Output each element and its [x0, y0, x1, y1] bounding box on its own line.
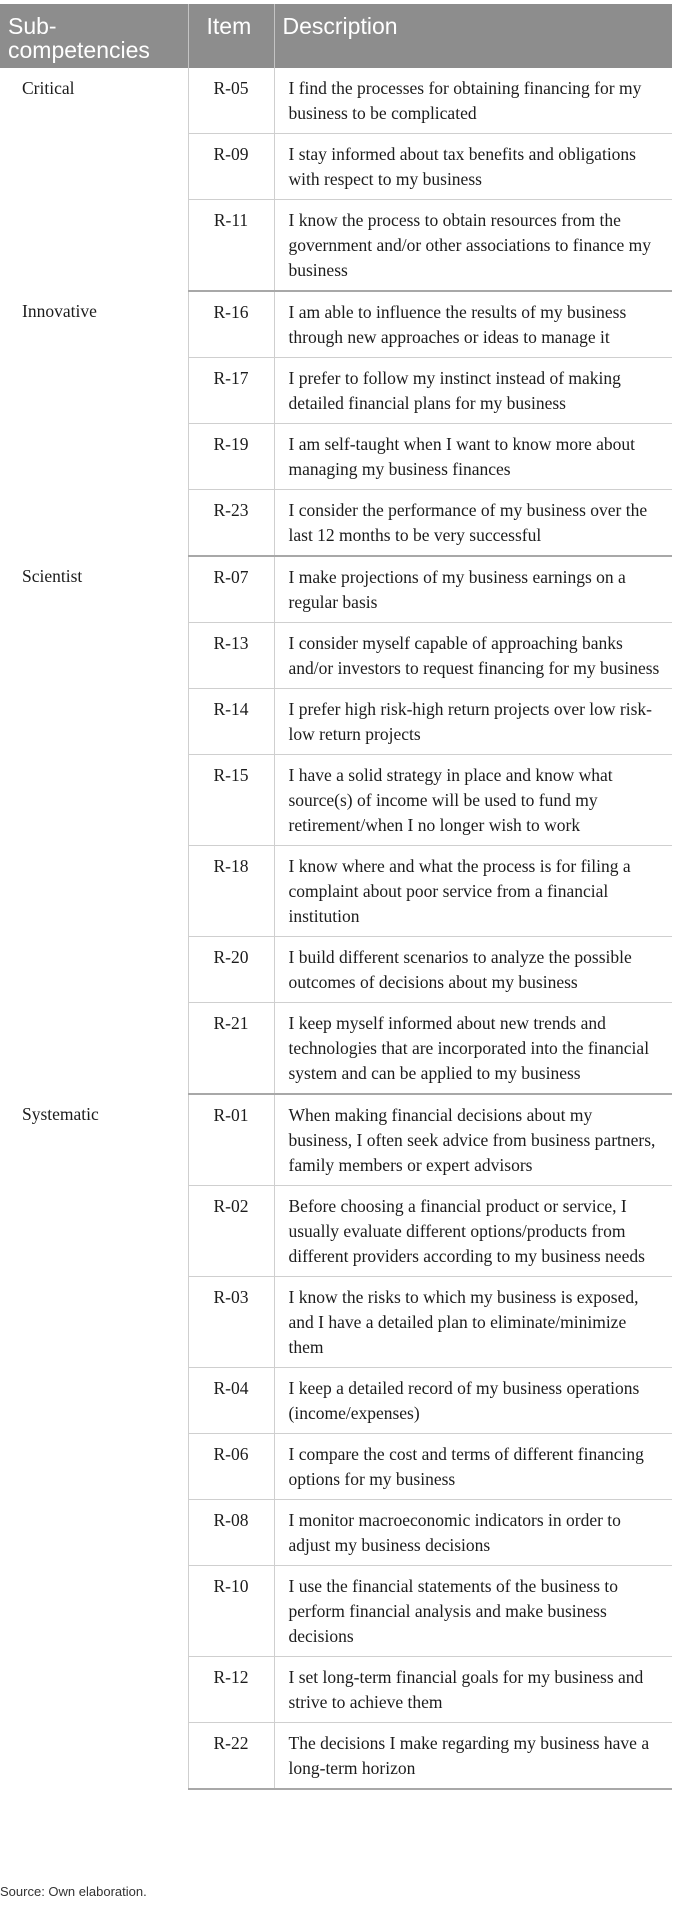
- description-cell: I prefer to follow my instinct instead of making detailed financial plans for my business: [274, 358, 672, 424]
- description-cell: I consider myself capable of approaching banks and/or investors to request financing for my business: [274, 623, 672, 689]
- description-cell: When making financial decisions about my business, I often seek advice from business partners, family members or expert advisors: [274, 1094, 672, 1186]
- table-row: [0, 1094, 672, 1186]
- description-cell: I know the process to obtain resources from the government and/or other associations to finance my business: [274, 200, 672, 292]
- subcompetency-cell: Systematic: [22, 1104, 99, 1124]
- source-note: Source: Own elaboration.: [0, 1884, 147, 1899]
- header-subcompetencies: Sub-competencies: [0, 4, 188, 68]
- competencies-table: [0, 4, 672, 1790]
- item-code-cell: R-18: [188, 846, 274, 937]
- header-item: Item: [188, 4, 274, 68]
- item-code-cell: R-23: [188, 490, 274, 557]
- item-code-cell: R-05: [188, 68, 274, 134]
- description-cell: I keep a detailed record of my business operations (income/expenses): [274, 1368, 672, 1434]
- description-cell: I build different scenarios to analyze the possible outcomes of decisions about my business: [274, 937, 672, 1003]
- table-body: [0, 68, 672, 1789]
- subcompetency-cell: Critical: [22, 78, 75, 98]
- item-code-cell: R-13: [188, 623, 274, 689]
- item-code-cell: R-03: [188, 1277, 274, 1368]
- description-cell: I am able to influence the results of my business through new approaches or ideas to manage it: [274, 291, 672, 358]
- description-cell: I have a solid strategy in place and know what source(s) of income will be used to fund my retirement/when I no longer wish to work: [274, 755, 672, 846]
- item-code-cell: R-02: [188, 1186, 274, 1277]
- description-cell: I keep myself informed about new trends and technologies that are incorporated into the financial system and can be applied to my business: [274, 1003, 672, 1095]
- description-cell: I compare the cost and terms of different financing options for my business: [274, 1434, 672, 1500]
- table-row: [0, 556, 672, 623]
- description-cell: I know where and what the process is for filing a complaint about poor service from a financial institution: [274, 846, 672, 937]
- item-code-cell: R-11: [188, 200, 274, 292]
- item-code-cell: R-06: [188, 1434, 274, 1500]
- item-code-cell: R-12: [188, 1657, 274, 1723]
- description-cell: I know the risks to which my business is exposed, and I have a detailed plan to eliminate/minimize them: [274, 1277, 672, 1368]
- description-cell: I find the processes for obtaining financing for my business to be complicated: [274, 68, 672, 134]
- item-code-cell: R-15: [188, 755, 274, 846]
- item-code-cell: R-01: [188, 1094, 274, 1186]
- table-header-row: [0, 4, 672, 68]
- description-cell: I monitor macroeconomic indicators in order to adjust my business decisions: [274, 1500, 672, 1566]
- header-description: Description: [274, 4, 672, 68]
- item-code-cell: R-20: [188, 937, 274, 1003]
- item-code-cell: R-17: [188, 358, 274, 424]
- subcompetency-cell: Scientist: [22, 566, 83, 586]
- description-cell: I consider the performance of my business over the last 12 months to be very successful: [274, 490, 672, 557]
- description-cell: I stay informed about tax benefits and obligations with respect to my business: [274, 134, 672, 200]
- description-cell: I use the financial statements of the business to perform financial analysis and make business decisions: [274, 1566, 672, 1657]
- item-code-cell: R-16: [188, 291, 274, 358]
- table-row: [0, 68, 672, 134]
- item-code-cell: R-19: [188, 424, 274, 490]
- item-code-cell: R-21: [188, 1003, 274, 1095]
- item-code-cell: R-08: [188, 1500, 274, 1566]
- table-container: [0, 4, 672, 1790]
- description-cell: Before choosing a financial product or service, I usually evaluate different options/products from different providers according to my business needs: [274, 1186, 672, 1277]
- item-code-cell: R-09: [188, 134, 274, 200]
- item-code-cell: R-07: [188, 556, 274, 623]
- item-code-cell: R-04: [188, 1368, 274, 1434]
- description-cell: I prefer high risk-high return projects over low risk-low return projects: [274, 689, 672, 755]
- description-cell: I make projections of my business earnings on a regular basis: [274, 556, 672, 623]
- item-code-cell: R-22: [188, 1723, 274, 1790]
- description-cell: I am self-taught when I want to know more about managing my business finances: [274, 424, 672, 490]
- subcompetency-cell: Innovative: [22, 301, 97, 321]
- description-cell: The decisions I make regarding my business have a long-term horizon: [274, 1723, 672, 1790]
- item-code-cell: R-10: [188, 1566, 274, 1657]
- description-cell: I set long-term financial goals for my business and strive to achieve them: [274, 1657, 672, 1723]
- item-code-cell: R-14: [188, 689, 274, 755]
- table-row: [0, 291, 672, 358]
